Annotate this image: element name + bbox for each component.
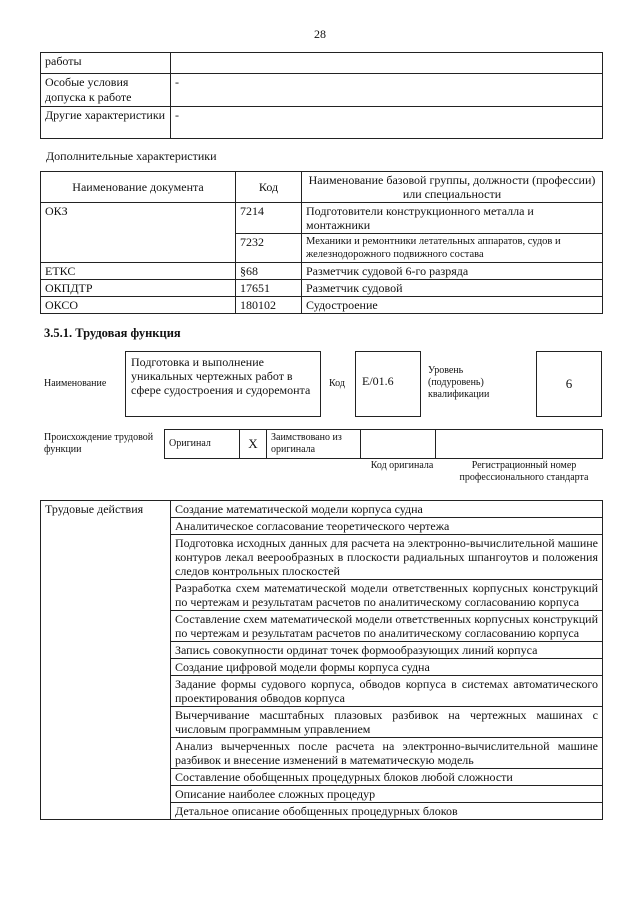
- name-label: Наименование: [44, 378, 107, 389]
- list-item: Разработка схем математической модели ответственных корпусных конструкций по чертежам и результатам расчетов по аналитическому согласованию корпуса: [171, 580, 603, 611]
- doc-cell: ОКСО: [41, 297, 236, 314]
- section-title: 3.5.1. Трудовая функция: [44, 326, 181, 340]
- table-row: [41, 280, 603, 297]
- name-cell: Разметчик судовой 6-го разряда: [302, 263, 603, 280]
- table-row: [165, 430, 603, 459]
- requirements-table: [40, 52, 603, 139]
- list-item: Составление обобщенных процедурных блоков любой сложности: [171, 769, 603, 786]
- list-item: Аналитическое согласование теоретического чертежа: [171, 518, 603, 535]
- row-label: Другие характеристики: [41, 107, 171, 139]
- function-code-box: E/01.6: [355, 351, 421, 417]
- list-item: Детальное описание обобщенных процедурных блоков: [171, 803, 603, 820]
- name-cell: Подготовители конструкционного металла и монтажники: [302, 203, 603, 234]
- table-row: [41, 501, 603, 518]
- borrowed-cell: Заимствовано из оригинала: [267, 430, 361, 459]
- origin-code-cell: [361, 430, 436, 459]
- table-row: [41, 107, 603, 139]
- list-item: Описание наиболее сложных процедур: [171, 786, 603, 803]
- list-item: Создание цифровой модели формы корпуса судна: [171, 659, 603, 676]
- list-item: Анализ вычерченных после расчета на электронно-вычислительной машине разбивок и внесение изменений в математическую модель: [171, 738, 603, 769]
- table-row: [41, 203, 603, 234]
- table-row: [41, 263, 603, 280]
- code-cell: 17651: [236, 280, 302, 297]
- table-row: [41, 53, 603, 74]
- reg-number-cell: [436, 430, 603, 459]
- additional-title: Дополнительные характеристики: [46, 149, 217, 163]
- list-item: Подготовка исходных данных для расчета на электронно-вычислительной машине контуров лекал веерообразных в плоскости радиальных шпангоутов и положения следов контрольных плоскостей: [171, 535, 603, 580]
- code-label: Код: [329, 378, 345, 389]
- actions-table: [40, 500, 603, 820]
- code-caption: Код оригинала: [370, 460, 434, 471]
- origin-label: Происхождение трудовой функции: [44, 432, 154, 455]
- original-mark: X: [240, 430, 267, 459]
- name-cell: Механики и ремонтники летательных аппаратов, судов и железнодорожного подвижного состава: [302, 234, 603, 263]
- row-value: -: [171, 74, 603, 107]
- actions-label: Трудовые действия: [41, 501, 171, 820]
- function-name-box: Подготовка и выполнение уникальных чертежных работ в сфере судостроения и судоремонта: [125, 351, 321, 417]
- name-cell: Разметчик судовой: [302, 280, 603, 297]
- list-item: Задание формы судового корпуса, обводов корпуса в системах автоматического проектирования обводов корпуса: [171, 676, 603, 707]
- header-code: Код: [236, 172, 302, 203]
- additional-table: [40, 171, 603, 314]
- list-item: Составление схем математической модели ответственных корпусных конструкций по чертежам и результатам расчетов по аналитическому согласованию корпуса: [171, 611, 603, 642]
- level-box: 6: [536, 351, 602, 417]
- doc-cell: ЕТКС: [41, 263, 236, 280]
- origin-table: [164, 429, 603, 459]
- row-label: Особые условия допуска к работе: [41, 74, 171, 107]
- doc-cell: ОКПДТР: [41, 280, 236, 297]
- code-cell: 7232: [236, 234, 302, 263]
- code-cell: 180102: [236, 297, 302, 314]
- list-item: Вычерчивание масштабных плазовых разбивок на чертежных машинах с числовым программным управлением: [171, 707, 603, 738]
- page-number: 28: [314, 27, 326, 41]
- table-row: [41, 297, 603, 314]
- list-item: Запись совокупности ординат точек формообразующих линий корпуса: [171, 642, 603, 659]
- row-value: -: [171, 107, 603, 139]
- name-cell: Судостроение: [302, 297, 603, 314]
- doc-cell: ОКЗ: [41, 203, 236, 263]
- reg-caption: Регистрационный номер профессионального стандарта: [459, 460, 589, 483]
- list-item: Создание математической модели корпуса судна: [171, 501, 603, 518]
- header-doc: Наименование документа: [41, 172, 236, 203]
- code-cell: §68: [236, 263, 302, 280]
- header-name: Наименование базовой группы, должности (профессии) или специальности: [302, 172, 603, 203]
- original-cell: Оригинал: [165, 430, 240, 459]
- table-header-row: [41, 172, 603, 203]
- level-label: Уровень (подуровень) квалификации: [428, 365, 490, 400]
- row-label: работы: [41, 53, 171, 74]
- code-cell: 7214: [236, 203, 302, 234]
- row-value: [171, 53, 603, 74]
- table-row: [41, 74, 603, 107]
